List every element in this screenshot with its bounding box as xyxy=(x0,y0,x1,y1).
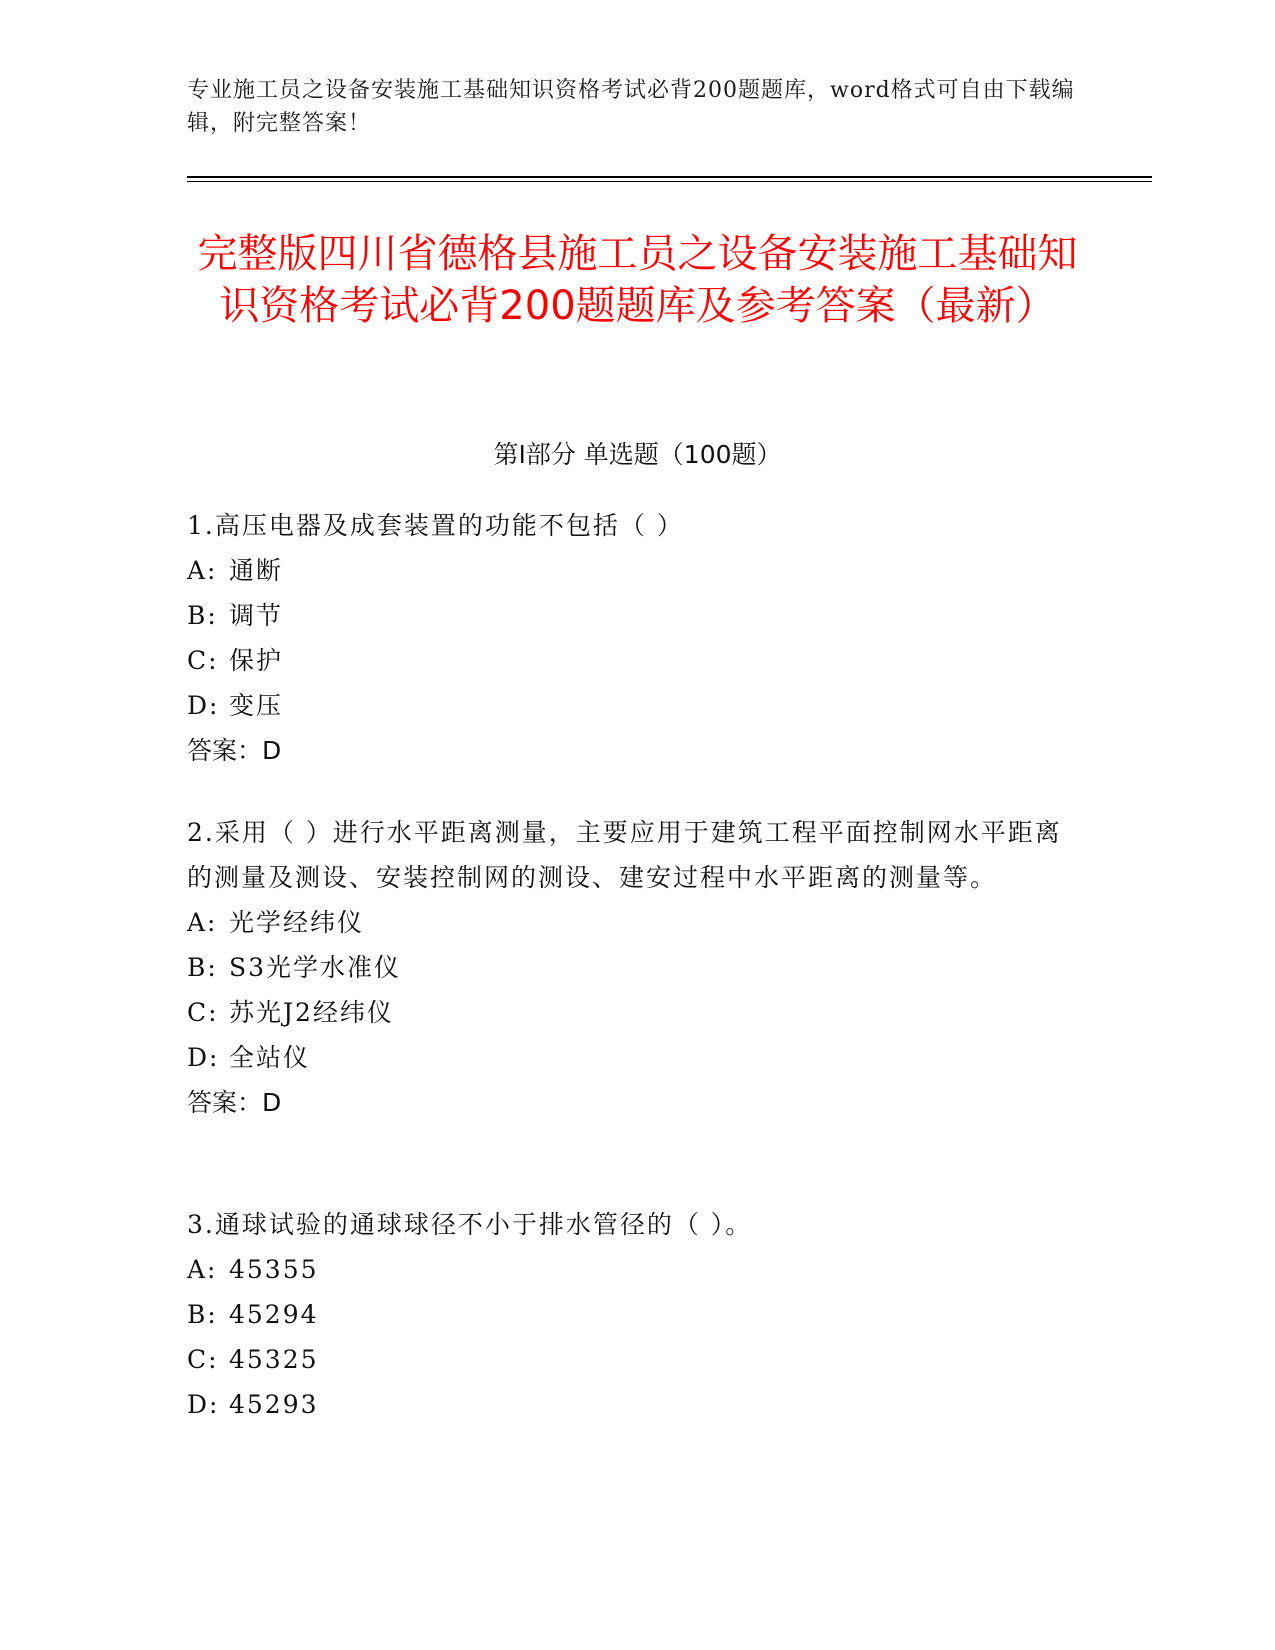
option-key: B: xyxy=(187,953,218,982)
option-a xyxy=(187,1247,1067,1292)
option-c xyxy=(187,1337,1067,1382)
option-text: 变压 xyxy=(229,691,284,720)
question-1 xyxy=(187,503,1067,773)
option-text: 45293 xyxy=(229,1390,319,1419)
option-key: B: xyxy=(187,601,218,630)
option-d xyxy=(187,683,1067,728)
question-stem: 3.通球试验的通球球径不小于排水管径的（ ）。 xyxy=(187,1210,753,1239)
question-stem: 1.高压电器及成套装置的功能不包括（ ） xyxy=(187,511,684,540)
question-3 xyxy=(187,1202,1067,1427)
option-key: C: xyxy=(187,1345,219,1374)
option-b xyxy=(187,1292,1067,1337)
option-d xyxy=(187,1382,1067,1427)
option-text: 全站仪 xyxy=(229,1043,311,1072)
option-key: D: xyxy=(187,691,220,720)
section-heading: 第Ⅰ部分 单选题（100题） xyxy=(493,440,782,469)
option-text: 调节 xyxy=(229,601,284,630)
option-c xyxy=(187,638,1067,683)
option-key: A: xyxy=(187,1255,218,1284)
option-c xyxy=(187,990,1067,1035)
option-b xyxy=(187,593,1067,638)
answer-label: 答案：D xyxy=(187,1088,282,1117)
option-key: B: xyxy=(187,1300,218,1329)
option-key: D: xyxy=(187,1043,220,1072)
option-text: 保护 xyxy=(229,646,284,675)
option-b xyxy=(187,945,1067,990)
document-title: 完整版四川省德格县施工员之设备安装施工基础知识资格考试必背200题题库及参考答案（最新） xyxy=(197,231,1078,329)
option-a xyxy=(187,900,1067,945)
option-key: C: xyxy=(187,998,219,1027)
option-key: A: xyxy=(187,556,218,585)
question-2 xyxy=(187,810,1067,1125)
option-text: 45325 xyxy=(229,1345,319,1374)
option-text: 光学经纬仪 xyxy=(229,908,365,937)
option-key: C: xyxy=(187,646,219,675)
option-text: 45294 xyxy=(229,1300,319,1329)
option-text: 苏光J2经纬仪 xyxy=(229,998,394,1027)
option-text: 45355 xyxy=(229,1255,319,1284)
option-text: S3光学水准仪 xyxy=(229,953,402,982)
question-stem: 2.采用（ ）进行水平距离测量，主要应用于建筑工程平面控制网水平距离的测量及测设、安装控制网的测设、建安过程中水平距离的测量等。 xyxy=(187,818,1062,892)
option-key: D: xyxy=(187,1390,220,1419)
header-divider-thick xyxy=(187,176,1152,178)
header-note: 专业施工员之设备安装施工基础知识资格考试必背200题题库，word格式可自由下载编辑，附完整答案！ xyxy=(187,78,1075,136)
option-text: 通断 xyxy=(229,556,284,585)
option-d xyxy=(187,1035,1067,1080)
header-divider-thin xyxy=(187,181,1152,182)
option-a xyxy=(187,548,1067,593)
option-key: A: xyxy=(187,908,218,937)
answer-label: 答案：D xyxy=(187,736,282,765)
